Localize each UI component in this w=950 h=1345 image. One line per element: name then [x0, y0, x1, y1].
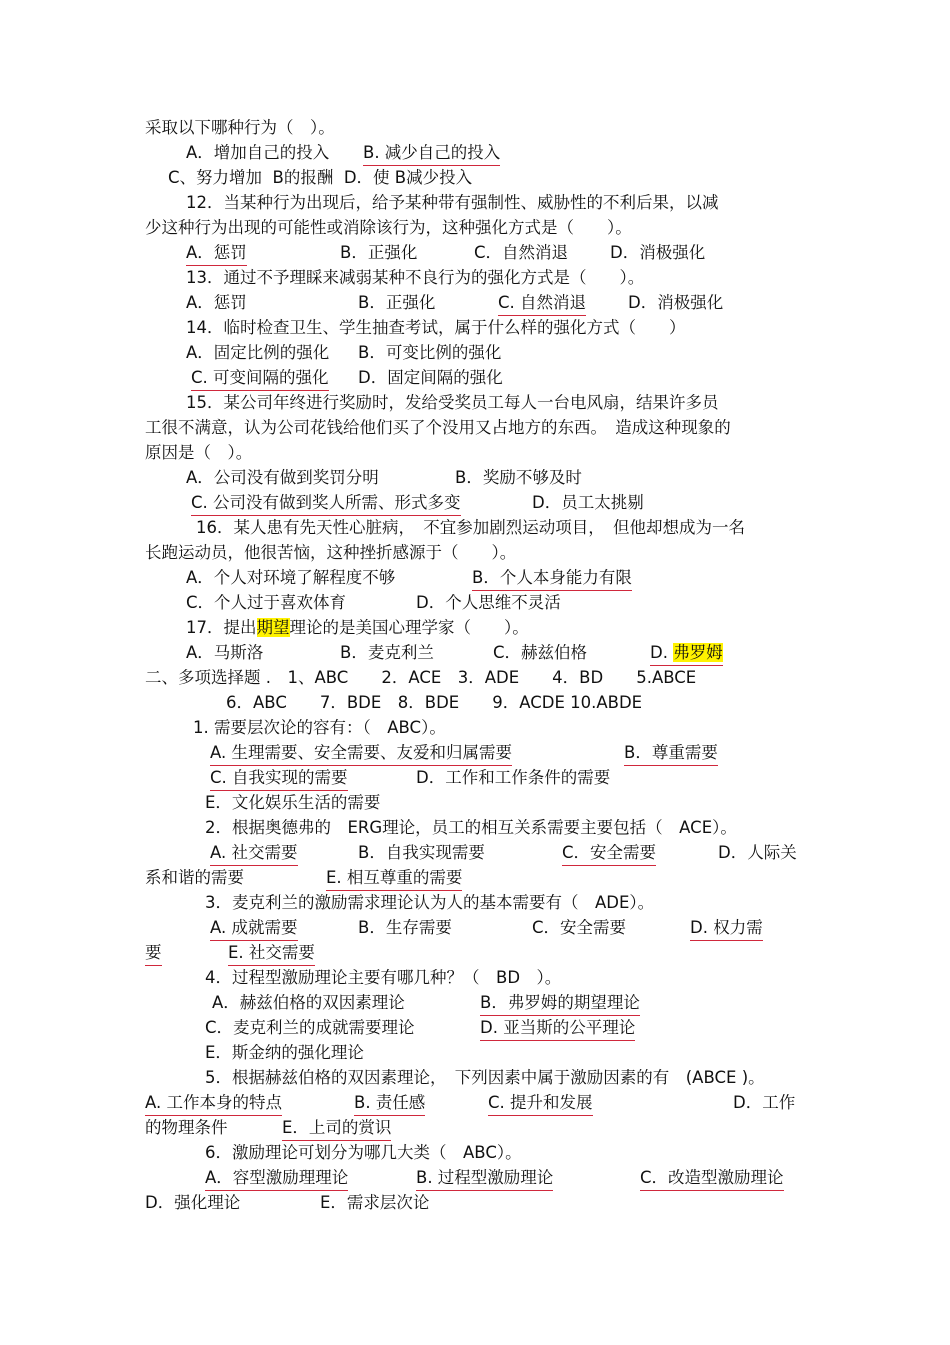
- m5-option-e-answer: E．上司的赏识: [282, 1117, 391, 1141]
- q13-option-d: D．消极强化: [628, 293, 724, 312]
- q14-option-d: D．固定间隔的强化: [358, 368, 503, 387]
- m3-option-a-answer: A. 成就需要: [210, 917, 298, 941]
- m1-option-e: E．文化娱乐生活的需要: [205, 793, 381, 812]
- q17-option-b: B．麦克利兰: [340, 643, 434, 662]
- q16-stem-line2: 长跑运动员，他很苦恼，这种挫折感源于（ ）。: [145, 543, 517, 562]
- q16-stem-line1: 16．某人患有先天性心脏病， 不宜参加剧烈运动项目， 但他却想成为一名: [196, 518, 745, 537]
- m6-option-d: D．强化理论: [145, 1193, 241, 1212]
- q14-option-b: B．可变比例的强化: [358, 343, 502, 362]
- m1-stem: 1. 需要层次论的容有：（ ABC）。: [193, 718, 446, 737]
- q15-option-d: D．员工太挑剔: [532, 493, 644, 512]
- m6-option-e: E．需求层次论: [320, 1193, 430, 1212]
- q17-option-c: C．赫兹伯格: [493, 643, 588, 662]
- q16-option-a: A．个人对环境了解程度不够: [186, 568, 396, 587]
- m5-option-d: D．工作: [733, 1093, 796, 1112]
- m4-option-e: E．斯金纳的强化理论: [205, 1043, 364, 1062]
- m2-option-d-cont: 系和谐的需要: [145, 868, 244, 887]
- q15-stem-line2: 工很不满意，认为公司花钱给他们买了个没用又占地方的东西。 造成这种现象的: [145, 418, 731, 437]
- q12-stem-line1: 12．当某种行为出现后，给予某种带有强制性、威胁性的不利后果，以减: [186, 193, 719, 212]
- q11-option-b-answer: B. 减少自己的投入: [363, 142, 500, 166]
- m1-option-c-answer: C. 自我实现的需要: [210, 767, 348, 791]
- q15-option-c-answer: C. 公司没有做到奖人所需、形式多变: [191, 492, 461, 516]
- q11-option-c-d: C、努力增加 B的报酬 D．使 B减少投入: [168, 168, 473, 187]
- q15-option-b: B．奖励不够及时: [455, 468, 582, 487]
- m3-option-e-answer: E. 社交需要: [228, 942, 315, 966]
- m2-option-e-answer: E. 相互尊重的需要: [326, 867, 462, 891]
- m4-option-a: A．赫兹伯格的双因素理论: [212, 993, 405, 1012]
- m5-option-d-cont: 的物理条件: [145, 1118, 228, 1137]
- q14-stem: 14．临时检查卫生、学生抽查考试，属于什么样的强化方式（ ）: [186, 318, 686, 337]
- m5-stem: 5．根据赫兹伯格的双因素理论， 下列因素中属于激励因素的有 (ABCE )。: [205, 1068, 765, 1087]
- m3-stem: 3．麦克利兰的激励需求理论认为人的基本需要有（ ADE）。: [205, 893, 655, 912]
- q15-option-a: A．公司没有做到奖罚分明: [186, 468, 379, 487]
- m4-option-d-answer: D. 亚当斯的公平理论: [480, 1017, 635, 1041]
- m2-option-b: B．自我实现需要: [358, 843, 485, 862]
- m6-stem: 6．激励理论可划分为哪几大类（ ABC）。: [205, 1143, 522, 1162]
- q14-option-a: A．固定比例的强化: [186, 343, 330, 362]
- m3-option-c: C．安全需要: [532, 918, 627, 937]
- section2-answers-line2: 6．ABC 7．BDE 8．BDE 9．ACDE 10.ABDE: [226, 693, 643, 712]
- m2-stem: 2．根据奥德弗的 ERG理论，员工的相互关系需要主要包括（ ACE）。: [205, 818, 737, 837]
- m3-option-b: B．生存需要: [358, 918, 452, 937]
- q16-option-d: D．个人思维不灵活: [416, 593, 561, 612]
- q13-stem: 13．通过不予理睬来减弱某种不良行为的强化方式是（ ）。: [186, 268, 645, 287]
- m5-option-a-answer: A. 工作本身的特点: [145, 1092, 282, 1116]
- q14-option-c-answer: C. 可变间隔的强化: [191, 367, 329, 391]
- q13-option-c-answer: C. 自然消退: [498, 292, 586, 316]
- m1-option-d: D．工作和工作条件的需要: [416, 768, 611, 787]
- q15-stem-line3: 原因是（ ）。: [145, 443, 253, 462]
- q11-option-a: A．增加自己的投入: [186, 143, 330, 162]
- m4-option-b-answer: B．弗罗姆的期望理论: [480, 992, 640, 1016]
- m4-stem: 4．过程型激励理论主要有哪几种？（ BD ）。: [205, 968, 562, 987]
- m6-option-b-answer: B. 过程型激励理论: [416, 1167, 553, 1191]
- q12-stem-line2: 少这种行为出现的可能性或消除该行为，这种强化方式是（ ）。: [145, 218, 632, 237]
- m1-option-b-answer: B．尊重需要: [624, 742, 718, 766]
- q12-option-d: D．消极强化: [610, 243, 706, 262]
- m6-option-c-answer: C．改造型激励理论: [640, 1167, 784, 1191]
- q12-option-c: C．自然消退: [474, 243, 569, 262]
- q12-option-b: B．正强化: [340, 243, 418, 262]
- m3-option-d-answer: D. 权力需: [690, 917, 763, 941]
- m5-option-c-answer: C. 提升和发展: [488, 1092, 593, 1116]
- q13-option-a: A．惩罚: [186, 293, 247, 312]
- q16-option-b-answer: B．个人本身能力有限: [472, 567, 632, 591]
- q15-stem-line1: 15．某公司年终进行奖励时，发给受奖员工每人一台电风扇，结果许多员: [186, 393, 719, 412]
- q17-option-d-answer: D. 弗罗姆: [650, 642, 723, 666]
- m4-option-c: C．麦克利兰的成就需要理论: [205, 1018, 415, 1037]
- m3-option-d-cont: 要: [145, 942, 162, 966]
- m2-option-c-answer: C．安全需要: [562, 842, 656, 866]
- q17-option-a: A．马斯洛: [186, 643, 264, 662]
- q17-highlight: 期望: [256, 618, 290, 637]
- m6-option-a-answer: A．容型激励理理论: [205, 1167, 348, 1191]
- q12-option-a-answer: A．惩罚: [186, 242, 247, 266]
- m1-option-a-answer: A. 生理需要、安全需要、友爱和归属需要: [210, 742, 512, 766]
- q16-option-c: C．个人过于喜欢体育: [186, 593, 347, 612]
- m2-option-a-answer: A. 社交需要: [210, 842, 298, 866]
- q11-stem: 采取以下哪种行为（ ）。: [145, 118, 335, 137]
- m5-option-b-answer: B. 责任感: [354, 1092, 425, 1116]
- section2-heading-answers: 二、多项选择题 . 1、ABC 2．ACE 3．ADE 4．BD 5.ABCE: [145, 668, 697, 687]
- m2-option-d: D．人际关: [718, 843, 797, 862]
- q13-option-b: B．正强化: [358, 293, 436, 312]
- q17-stem: 17．提出期望理论的是美国心理学家（ ）。: [186, 618, 529, 637]
